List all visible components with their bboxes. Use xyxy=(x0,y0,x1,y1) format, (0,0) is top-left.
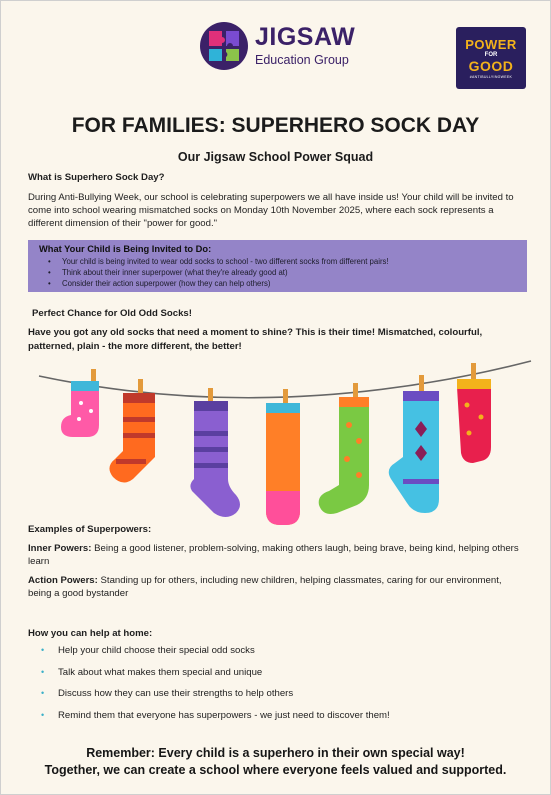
bullet-dot: • xyxy=(41,645,45,655)
jigsaw-puzzle-icon xyxy=(199,21,249,71)
action-powers xyxy=(28,574,525,600)
sock-orange-plain xyxy=(266,389,300,525)
invite-item: • Consider their action superpower (how they can help others) xyxy=(48,278,271,288)
invite-list xyxy=(48,257,389,289)
sock-purple-stripes xyxy=(190,388,240,517)
closing-line-1: Remember: Every child is a superhero in their own special way! xyxy=(86,746,465,760)
badge-hashtag: #ANTIBULLYINGWEEK xyxy=(469,75,513,79)
bullet-dot: • xyxy=(41,709,45,720)
list-item: • Talk about what makes them special and unique xyxy=(41,666,263,678)
action-powers-label: Action Powers: xyxy=(28,575,98,586)
badge-line-good: GOOD xyxy=(468,58,514,74)
bullet-dot: • xyxy=(48,257,51,266)
inner-powers-label: Inner Powers: xyxy=(28,543,92,554)
closing-message xyxy=(1,745,550,779)
closing-line-2: Together, we can create a school where everyone feels valued and supported. xyxy=(44,763,507,777)
sock-pink-dots xyxy=(61,369,99,437)
jigsaw-logo xyxy=(199,17,369,75)
intro-body: During Anti-Bullying Week, our school is celebrating superpowers we all have inside us! Your child will be invited to come into school wearing mismatched socks on Monday 10th November 2025, where each sock represents a different dimension of their "power for good." xyxy=(28,192,514,229)
page-title: FOR FAMILIES: SUPERHERO SOCK DAY xyxy=(71,114,480,137)
old-socks-body: Have you got any old socks that need a moment to shine? This is their time! Mismatched, colourful, patterned, plain - the more different, the better! xyxy=(28,327,483,352)
badge-line-for: FOR xyxy=(484,52,498,58)
invite-item: • Your child is being invited to wear odd socks to school - two different socks from different pairs! xyxy=(48,257,389,266)
examples-heading: Examples of Superpowers: xyxy=(28,524,152,535)
help-heading: How you can help at home: xyxy=(28,628,153,639)
logo-subtitle: Education Group xyxy=(255,53,349,68)
inner-powers xyxy=(28,542,525,568)
list-item: • Remind them that everyone has superpowers - we just need to discover them! xyxy=(41,709,390,721)
list-item: • Help your child choose their special odd socks xyxy=(41,645,255,656)
power-for-good-badge xyxy=(456,27,526,89)
action-powers-text: Standing up for others, including new children, helping classmates, caring for our environment, being a good bystander xyxy=(28,575,502,599)
old-socks-heading: Perfect Chance for Old Odd Socks! xyxy=(32,308,192,319)
intro-heading: What is Superhero Sock Day? xyxy=(28,172,165,183)
sock-blue-diamonds xyxy=(389,375,439,513)
sock-orange-stripes xyxy=(109,379,155,483)
bullet-dot: • xyxy=(41,666,45,677)
bullet-dot: • xyxy=(48,267,51,277)
invite-item: • Think about their inner superpower (what they're already good at) xyxy=(48,267,288,277)
invite-box xyxy=(28,240,527,292)
inner-powers-text: Being a good listener, problem-solving, making others laugh, being brave, being kind, helping others learn xyxy=(28,543,519,567)
sock-green-dots xyxy=(319,383,369,514)
logo-name: JIGSAW xyxy=(255,23,356,52)
invite-heading: What Your Child is Being Invited to Do: xyxy=(39,244,212,254)
page-subtitle: Our Jigsaw School Power Squad xyxy=(177,150,374,164)
bullet-dot: • xyxy=(41,688,45,698)
list-item: • Discuss how they can use their strengths to help others xyxy=(41,688,294,699)
bullet-dot: • xyxy=(48,278,51,288)
sock-red-stars xyxy=(457,363,491,463)
help-list xyxy=(41,644,390,730)
socks-clothesline-illustration xyxy=(1,341,550,536)
badge-line-power: POWER xyxy=(465,37,517,52)
